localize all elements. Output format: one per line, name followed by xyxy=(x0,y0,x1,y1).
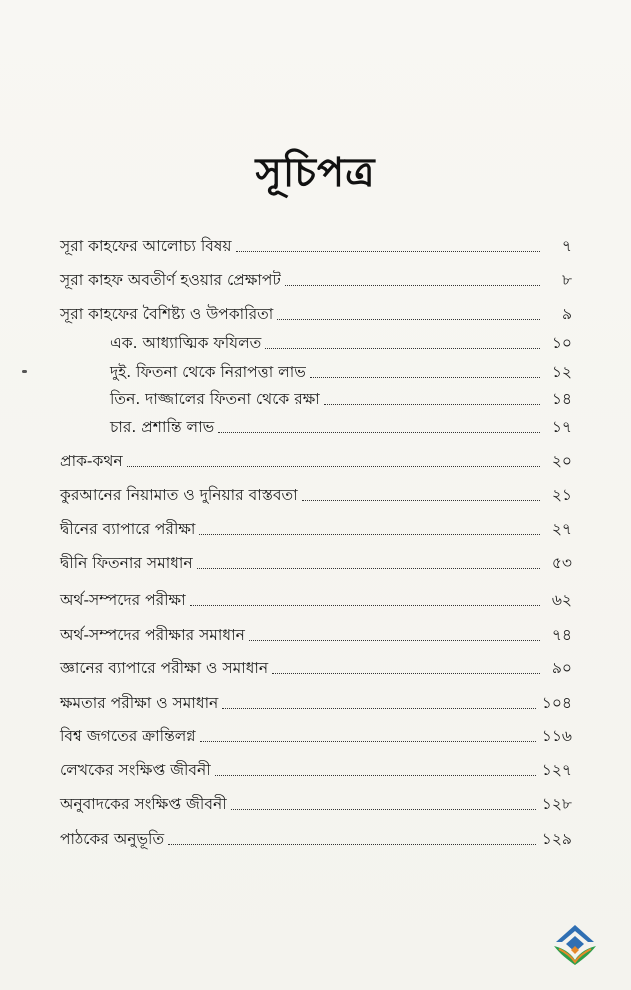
toc-subentry[interactable] xyxy=(110,354,572,382)
toc-entry-page: ১৪ xyxy=(551,390,572,408)
toc-entry-page: ১১৬ xyxy=(541,727,572,745)
toc-entry-page: ৮ xyxy=(561,271,572,289)
toc-entry-label: জ্ঞানের ব্যাপারে পরীক্ষা ও সমাধান xyxy=(60,659,269,677)
toc-entry-page: ১২৭ xyxy=(541,761,572,779)
toc-subentry[interactable] xyxy=(110,381,572,409)
toc-entry-label: পাঠকের অনুভূতি xyxy=(60,830,165,848)
dot-leader xyxy=(190,605,540,606)
toc-entry-label: চার. প্রশান্তি লাভ xyxy=(110,418,215,436)
toc-entry[interactable] xyxy=(60,718,572,746)
toc-entry[interactable] xyxy=(60,617,572,645)
dot-leader xyxy=(215,775,536,776)
toc-entry[interactable] xyxy=(60,582,572,610)
toc-entry-label: বিশ্ব জগতের ক্রান্তিলগ্ন xyxy=(60,727,196,745)
dot-leader xyxy=(310,377,540,378)
toc-entry-page: ৫৩ xyxy=(551,554,572,572)
toc-entry[interactable] xyxy=(60,228,572,256)
toc-entry[interactable] xyxy=(60,511,572,539)
toc-entry-page: ৯ xyxy=(561,305,572,323)
dot-leader xyxy=(197,568,540,569)
dot-leader xyxy=(222,708,535,709)
dot-leader xyxy=(302,500,540,501)
toc-entry-page: ৭ xyxy=(561,237,572,255)
toc-entry-page: ১৭ xyxy=(551,418,572,436)
dot-leader xyxy=(277,319,540,320)
toc-entry-page: ৯০ xyxy=(551,659,572,677)
dot-leader xyxy=(231,809,536,810)
toc-entry[interactable] xyxy=(60,296,572,324)
toc-entry-label: দ্বীনি ফিতনার সমাধান xyxy=(60,554,193,572)
toc-entry-label: অর্থ-সম্পদের পরীক্ষার সমাধান xyxy=(60,626,245,644)
toc-entry[interactable] xyxy=(60,545,572,573)
ink-speck xyxy=(22,370,27,373)
toc-entry[interactable] xyxy=(60,262,572,290)
dot-leader xyxy=(236,251,540,252)
toc-entry-page: ৭৪ xyxy=(551,626,572,644)
toc-entry[interactable] xyxy=(60,650,572,678)
toc-entry-page: ১২৯ xyxy=(541,830,572,848)
dot-leader xyxy=(272,673,540,674)
toc-subentry[interactable] xyxy=(110,409,572,437)
toc-entry-label: তিন. দাজ্জালের ফিতনা থেকে রক্ষা xyxy=(110,390,320,408)
dot-leader xyxy=(200,741,536,742)
toc-entry-label: দুই. ফিতনা থেকে নিরাপত্তা লাভ xyxy=(110,363,306,381)
toc-entry-page: ১০ xyxy=(551,334,572,352)
dot-leader xyxy=(168,844,536,845)
toc-entry[interactable] xyxy=(60,685,572,713)
toc-entry[interactable] xyxy=(60,786,572,814)
toc-entry-label: অর্থ-সম্পদের পরীক্ষা xyxy=(60,591,186,609)
toc-entry-label: এক. আধ্যাত্মিক ফযিলত xyxy=(110,334,262,352)
toc-entry-page: ১২৮ xyxy=(541,795,572,813)
toc-entry-page: ১০৪ xyxy=(541,694,572,712)
toc-entry-label: ক্ষমতার পরীক্ষা ও সমাধান xyxy=(60,694,219,712)
toc-entry[interactable] xyxy=(60,821,572,849)
toc-entry-page: ২১ xyxy=(551,486,572,504)
dot-leader xyxy=(218,432,540,433)
dot-leader xyxy=(285,285,540,286)
publisher-logo-icon xyxy=(550,922,600,968)
toc-entry-label: কুরআনের নিয়ামাত ও দুনিয়ার বাস্তবতা xyxy=(60,486,298,504)
toc-entry-label: অনুবাদকের সংক্ষিপ্ত জীবনী xyxy=(60,795,227,813)
toc-entry-page: ৬২ xyxy=(551,591,572,609)
toc-entry[interactable] xyxy=(60,477,572,505)
toc-entry-label: প্রাক-কথন xyxy=(60,452,123,470)
toc-entry-page: ১২ xyxy=(551,363,572,381)
dot-leader xyxy=(324,404,540,405)
dot-leader xyxy=(265,348,540,349)
toc-entry-label: সূরা কাহফ অবতীর্ণ হওয়ার প্রেক্ষাপট xyxy=(60,271,281,289)
toc-entry-page: ২৭ xyxy=(551,520,572,538)
toc-entry-label: সূরা কাহফের আলোচ্য বিষয় xyxy=(60,237,232,255)
toc-entry-label: লেখকের সংক্ষিপ্ত জীবনী xyxy=(60,761,211,779)
dot-leader xyxy=(249,640,540,641)
dot-leader xyxy=(127,466,540,467)
page-title: সূচিপত্র xyxy=(255,150,376,196)
toc-entry[interactable] xyxy=(60,752,572,780)
toc-entry-label: সূরা কাহফের বৈশিষ্ট্য ও উপকারিতা xyxy=(60,305,274,323)
toc-subentry[interactable] xyxy=(110,325,572,353)
toc-entry[interactable] xyxy=(60,443,572,471)
dot-leader xyxy=(199,534,540,535)
publisher-logo-icon xyxy=(550,922,600,968)
toc-entry-page: ২০ xyxy=(551,452,572,470)
toc-entry-label: দ্বীনের ব্যাপারে পরীক্ষা xyxy=(60,520,196,538)
